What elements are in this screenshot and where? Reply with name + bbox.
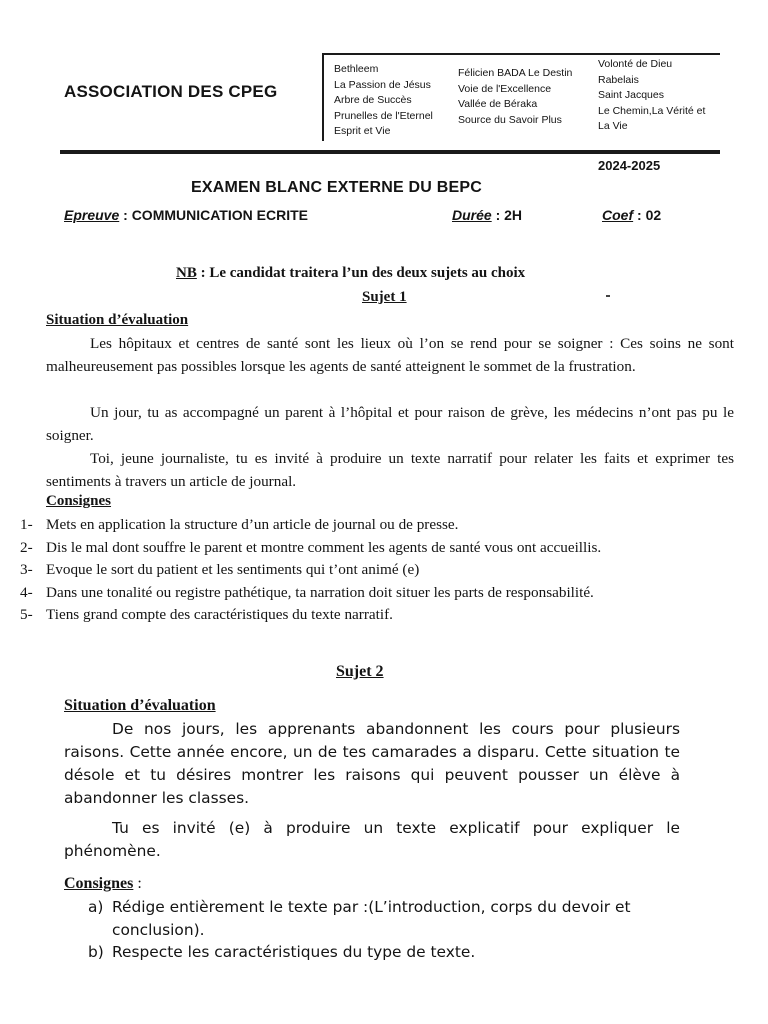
list-item bbox=[88, 941, 688, 964]
list-number: 3- bbox=[20, 561, 33, 578]
sujet-2-title: Sujet 2 bbox=[336, 663, 384, 680]
list-number: 5- bbox=[20, 606, 33, 623]
school-name: Vallée de Béraka bbox=[458, 98, 538, 111]
school-name: Saint Jacques bbox=[598, 89, 664, 102]
nb-label: NB bbox=[176, 265, 197, 281]
school-name: La Vie bbox=[598, 120, 628, 133]
association-name: ASSOCIATION DES CPEG bbox=[64, 82, 278, 101]
list-item bbox=[88, 896, 688, 941]
school-name: Le Chemin,La Vérité et bbox=[598, 104, 706, 117]
nb-notice bbox=[176, 265, 525, 282]
list-text: Dans une tonalité ou registre pathétique, ta narration doit situer les parts de responsabilité. bbox=[46, 583, 594, 601]
school-name: La Passion de Jésus bbox=[334, 78, 431, 91]
nb-text: : Le candidat traitera l’un des deux sujets au choix bbox=[200, 265, 526, 281]
school-name: Arbre de Succès bbox=[334, 94, 412, 107]
sujet-1-situation-title: Situation d’évaluation bbox=[46, 312, 189, 328]
sujet-2-situation-title: Situation d’évaluation bbox=[64, 697, 216, 714]
scan-speck bbox=[606, 295, 610, 297]
school-name: Félicien BADA Le Destin bbox=[458, 67, 573, 79]
sujet-2-consignes-heading bbox=[64, 875, 142, 893]
list-item bbox=[20, 537, 601, 560]
list-text: Rédige entièrement le texte par :(L’introduction, corps du devoir et conclusion). bbox=[112, 898, 631, 939]
epreuve-label: Epreuve bbox=[64, 207, 120, 223]
list-number: 2- bbox=[20, 538, 33, 556]
exam-info-line bbox=[64, 207, 704, 227]
school-name: Esprit et Vie bbox=[334, 125, 391, 138]
list-item bbox=[20, 514, 601, 537]
list-item bbox=[20, 582, 601, 605]
list-number: 4- bbox=[20, 583, 33, 601]
schools-column-3 bbox=[598, 57, 705, 135]
sujet-2-paragraph: De nos jours, les apprenants abandonnent les cours pour plusieurs raisons. Cette année encore, un de tes camarades a disparu. Cette situation te désole et tu désires montrer les raisons qui peuvent pousser un élève à abandonner les classes. bbox=[64, 720, 680, 807]
list-text: Dis le mal dont souffre le parent et montre comment les agents de santé vous ont accueillis. bbox=[46, 538, 602, 556]
sujet-1-title: Sujet 1 bbox=[362, 289, 407, 305]
sujet-1-paragraph: Les hôpitaux et centres de santé sont les lieux où l’on se rend pour se soigner : Ces soins ne sont malheureusement pas possibles lorsque les agents de santé atteignent le sommet de la frustration. bbox=[46, 335, 734, 375]
list-letter: a) bbox=[88, 898, 104, 916]
list-letter: b) bbox=[88, 943, 104, 961]
list-number: 1- bbox=[20, 516, 33, 533]
sujet-2-paragraph: Tu es invité (e) à produire un texte explicatif pour expliquer le phénomène. bbox=[64, 819, 680, 860]
sujet-1-consignes-list bbox=[20, 514, 601, 627]
list-text: Evoque le sort du patient et les sentiments qui t’ont animé (e) bbox=[46, 561, 420, 578]
sujet-2-consignes-list bbox=[88, 896, 688, 964]
list-item bbox=[20, 559, 601, 582]
list-item bbox=[20, 604, 601, 627]
duree-label: Durée bbox=[452, 207, 492, 223]
sujet-2-consignes-title: Consignes bbox=[64, 875, 134, 892]
sujet-1-consignes-title: Consignes bbox=[46, 493, 112, 509]
schools-column-2 bbox=[458, 66, 572, 128]
schools-column-1 bbox=[334, 62, 433, 140]
exam-title: EXAMEN BLANC EXTERNE DU BEPC bbox=[191, 179, 482, 196]
school-name: Prunelles de l'Eternel bbox=[334, 109, 433, 122]
school-name: Source du Savoir Plus bbox=[458, 113, 562, 126]
school-name: Bethleem bbox=[334, 63, 379, 75]
duree-value: : 2H bbox=[495, 207, 523, 223]
epreuve-value: : COMMUNICATION ECRITE bbox=[123, 207, 308, 223]
coef-label: Coef bbox=[602, 207, 634, 223]
consignes-colon: : bbox=[133, 875, 142, 892]
list-text: Tiens grand compte des caractéristiques du texte narratif. bbox=[46, 606, 393, 623]
school-name: Rabelais bbox=[598, 73, 639, 86]
list-text: Mets en application la structure d’un article de journal ou de presse. bbox=[46, 516, 459, 533]
sujet-1-paragraph: Toi, jeune journaliste, tu es invité à produire un texte narratif pour relater les faits et exprimer tes sentiments à travers un article de journal. bbox=[46, 450, 734, 490]
school-year: 2024-2025 bbox=[598, 158, 661, 173]
coef-value: : 02 bbox=[637, 207, 662, 223]
school-name: Volonté de Dieu bbox=[598, 58, 673, 70]
sujet-1-paragraph: Un jour, tu as accompagné un parent à l’hôpital et pour raison de grève, les médecins n’ont pas pu le soigner. bbox=[46, 404, 734, 444]
list-text: Respecte les caractéristiques du type de texte. bbox=[112, 943, 476, 961]
header-divider bbox=[60, 150, 720, 154]
school-name: Voie de l'Excellence bbox=[458, 82, 552, 95]
